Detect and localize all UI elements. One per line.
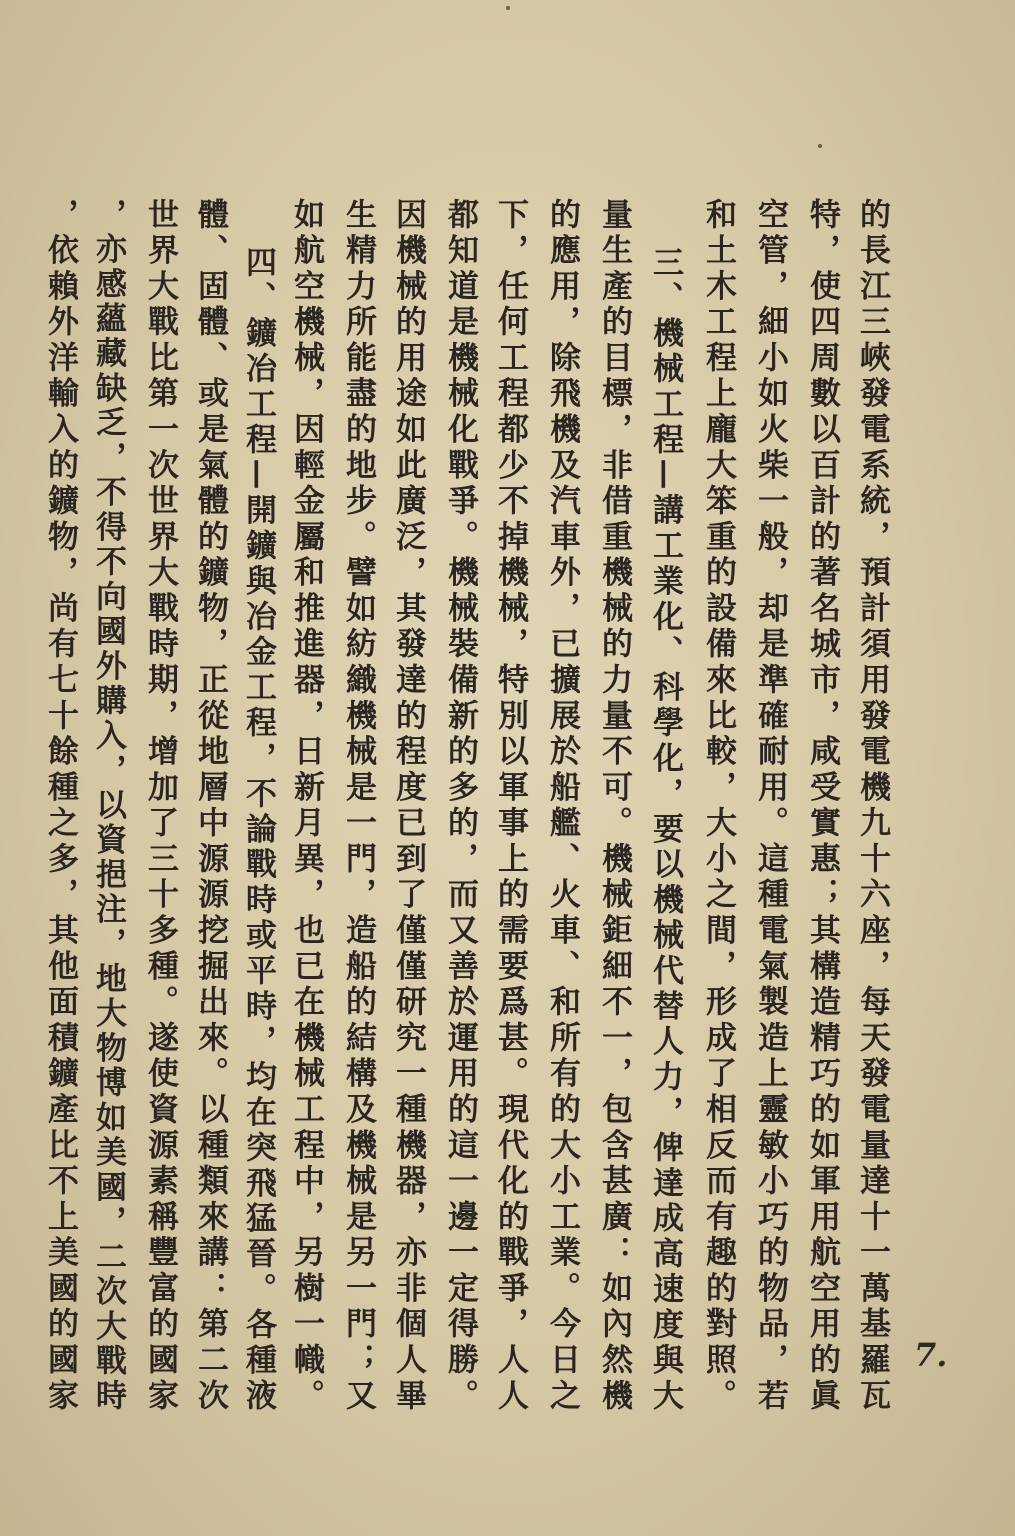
text-column: 特，使四周數以百計的著名城市，咸受實惠；其構造精巧的如軍用航空用的眞 xyxy=(804,198,840,1410)
text-column: ，依賴外洋輸入的鑛物，尚有七十餘種之多，其他面積鑛產比不上美國的國家 xyxy=(42,198,78,1410)
text-column: 生精力所能盡的地步。譬如紡織機械是一門，造船的結構及機械是另一門；又 xyxy=(340,198,376,1410)
text-column: 如航空機械，因輕金屬和推進器，日新月異，也已在機械工程中，另樹一幟。 xyxy=(288,198,324,1410)
text-column: 的長江三峽發電系統，預計須用發電機九十六座，每天發電量達十一萬基羅瓦 xyxy=(854,198,890,1410)
text-column: 體、固體、或是氣體的鑛物，正從地層中源源挖掘出來。以種類來講：第二次 xyxy=(192,198,228,1410)
text-column: 空管，細小如火柴一般，却是準確耐用。這種電氣製造上靈敏小巧的物品，若 xyxy=(752,198,788,1410)
print-speck xyxy=(818,144,822,148)
section-heading-column: 三、機械工程—講工業化、科學化，要以機械代替人力，俾達成高速度與大 xyxy=(647,246,683,1410)
text-column: 世界大戰比第一次世界大戰時期，增加了三十多種。遂使資源素稱豐富的國家 xyxy=(142,198,178,1410)
section-heading-column: 四、鑛冶工程—開鑛與冶金工程，不論戰時或平時，均在突飛猛晉。各種液 xyxy=(240,246,276,1410)
text-column: 因機械的用途如此廣泛，其發達的程度已到了僅僅研究一種機器，亦非個人畢 xyxy=(390,198,426,1410)
print-speck xyxy=(506,6,510,10)
text-column: 都知道是機械化戰爭。機械裝備新的多的，而又善於運用的這一邊一定得勝。 xyxy=(442,198,478,1410)
text-column: ，亦感蘊藏缺乏，不得不向國外購入，以資挹注，地大物博如美國，二次大戰時 xyxy=(90,198,126,1410)
page-number: 7. xyxy=(914,1336,948,1374)
text-column: 的應用，除飛機及汽車外，已擴展於船艦、火車、和所有的大小工業。今日之 xyxy=(544,198,580,1410)
text-column: 量生產的目標，非借重機械的力量不可。機械鉅細不一，包含甚廣：如內然機 xyxy=(596,198,632,1410)
text-column: 下，任何工程都少不掉機械，特別以軍事上的需要爲甚。現代化的戰爭，人人 xyxy=(492,198,528,1410)
text-column: 和土木工程上龐大笨重的設備來比較，大小之間，形成了相反而有趣的對照。 xyxy=(700,198,736,1410)
